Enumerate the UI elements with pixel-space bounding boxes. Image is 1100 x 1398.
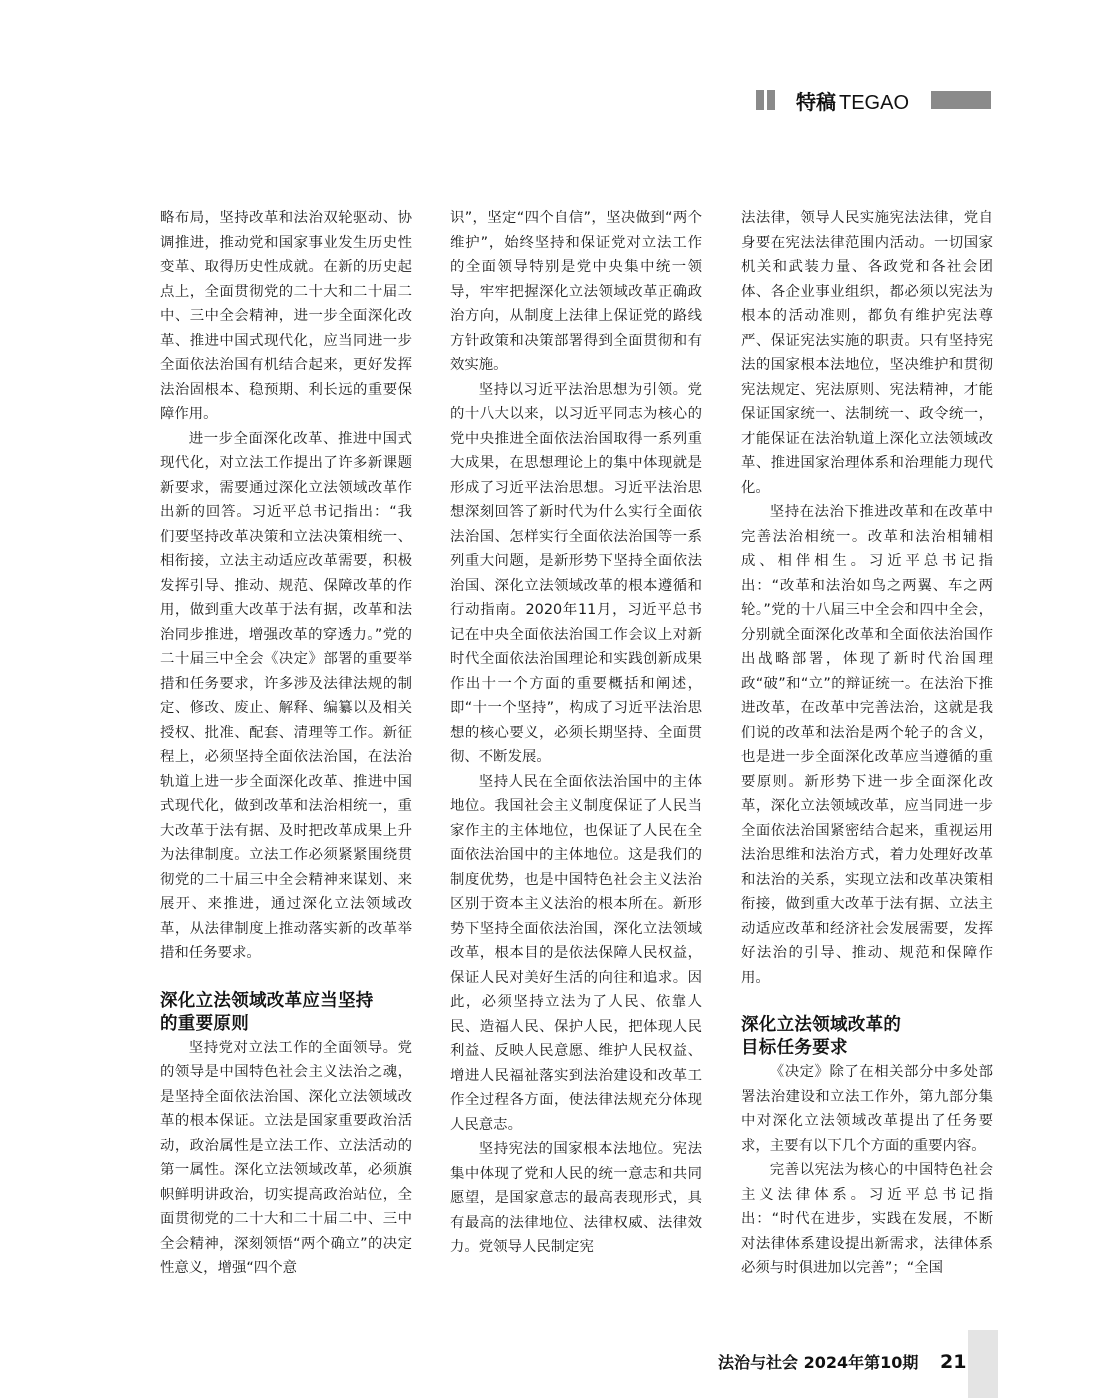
page-footer	[718, 1350, 966, 1373]
paragraph: 坚持党对立法工作的全面领导。党的领导是中国特色社会主义法治之魂，是坚持全面依法治国、深化立法领域改革的根本保证。立法是国家重要政治活动，政治属性是立法工作、立法活动的第一属性。深化立法领域改革，必须旗帜鲜明讲政治，切实提高政治站位，全面贯彻党的二十大和二十届二中、三中全会精神，深刻领悟“两个确立”的决定性意义，增强“四个意	[160, 1039, 412, 1276]
paragraph: 略布局，坚持改革和法治双轮驱动、协调推进，推动党和国家事业发生历史性变革、取得历史性成就。在新的历史起点上，全面贯彻党的二十大和二十届二中、三中全会精神，进一步全面深化改革、推进中国式现代化，应当同进一步全面依法治国有机结合起来，更好发挥法治固根本、稳预期、利长远的重要保障作用。	[160, 210, 412, 422]
paragraph: 进一步全面深化改革、推进中国式现代化，对立法工作提出了许多新课题新要求，需要通过深化立法领域改革作出新的回答。习近平总书记指出：“我们要坚持改革决策和立法决策相统一、相衔接，立法主动适应改革需要，积极发挥引导、推动、规范、保障改革的作用，做到重大改革于法有据，改革和法治同步推进，增强改革的穿透力。”党的二十届三中全会《决定》部署的重要举措和任务要求，许多涉及法律法规的制定、修改、废止、解释、编纂以及相关授权、批准、配套、清理等工作。新征程上，必须坚持全面依法治国，在法治轨道上进一步全面深化改革、推进中国式现代化，做到改革和法治相统一，重大改革于法有据、及时把改革成果上升为法律制度。立法工作必须紧紧围绕贯彻党的二十届三中全会精神来谋划、来展开、来推进，通过深化立法领域改革，从法律制度上推动落实新的改革举措和任务要求。	[160, 430, 412, 961]
issue-label: 2024年第10期	[803, 1353, 919, 1372]
paragraph: 坚持以习近平法治思想为引领。党的十八大以来，以习近平同志为核心的党中央推进全面依法治国取得一系列重大成果，在思想理论上的集中体现就是形成了习近平法治思想。习近平法治思想深刻回答了新时代为什么实行全面依法治国、怎样实行全面依法治国等一系列重大问题，是新形势下坚持全面依法治国、深化立法领域改革的根本遵循和行动指南。2020年11月，习近平总书记在中央全面依法治国工作会议上对新时代全面依法治国理论和实践创新成果作出十一个方面的重要概括和阐述，即“十一个坚持”，构成了习近平法治思想的核心要义，必须长期坚持、全面贯彻、不断发展。	[450, 381, 702, 765]
page-edge-bar	[968, 1330, 998, 1398]
paragraph: 坚持人民在全面依法治国中的主体地位。我国社会主义制度保证了人民当家作主的主体地位，也保证了人民在全面依法治国中的主体地位。这是我们的制度优势，也是中国特色社会主义法治区别于资本主义法治的根本所在。新形势下坚持全面依法治国，深化立法领域改革，根本目的是依法保障人民权益，保证人民对美好生活的向往和追求。因此，必须坚持立法为了人民、依靠人民、造福人民、保护人民，把体现人民利益、反映人民意愿、维护人民权益、增进人民福祉落实到法治建设和改革工作全过程各方面，使法律法规充分体现人民意志。	[450, 773, 702, 1133]
section-title	[796, 86, 909, 115]
header-bar-decoration	[767, 90, 775, 110]
section-header	[756, 88, 996, 114]
paragraph: 坚持在法治下推进改革和在改革中完善法治相统一。改革和法治相辅相成、相伴相生。习近平总书记指出：“改革和法治如鸟之两翼、车之两轮。”党的十八届三中全会和四中全会，分别就全面深化改革和全面依法治国作出战略部署，体现了新时代治国理政“破”和“立”的辩证统一。在法治下推进改革，在改革中完善法治，这就是我们说的改革和法治是两个轮子的含义，也是进一步全面深化改革应当遵循的重要原则。新形势下进一步全面深化改革，深化立法领域改革，应当同进一步全面依法治国紧密结合起来，重视运用法治思维和法治方式，着力处理好改革和法治的关系，实现立法和改革决策相衔接，做到重大改革于法有据、立法主动适应改革和经济社会发展需要，发挥好法治的引导、推动、规范和保障作用。	[741, 504, 993, 986]
journal-name: 法治与社会	[718, 1353, 799, 1372]
text-column-3	[741, 206, 993, 1281]
text-column-1	[160, 206, 412, 1281]
paragraph: 坚持宪法的国家根本法地位。宪法集中体现了党和人民的统一意志和共同愿望，是国家意志的最高表现形式，具有最高的法律地位、法律权威、法律效力。党领导人民制定宪	[450, 1141, 702, 1255]
section-name-en: TEGAO	[839, 92, 910, 114]
paragraph: 完善以宪法为核心的中国特色社会主义法律体系。习近平总书记指出：“时代在进步，实践在发展，不断对法律体系建设提出新需求，法律体系必须与时俱进加以完善”；“全国	[741, 1162, 993, 1276]
paragraph: 法法律，领导人民实施宪法法律，党自身要在宪法法律范围内活动。一切国家机关和武装力量、各政党和各社会团体、各企业事业组织，都必须以宪法为根本的活动准则，都负有维护宪法尊严、保证宪法实施的职责。只有坚持宪法的国家根本法地位，坚决维护和贯彻宪法规定、宪法原则、宪法精神，才能保证国家统一、法制统一、政令统一，才能保证在法治轨道上深化立法领域改革、推进国家治理体系和治理能力现代化。	[741, 210, 993, 496]
subheading	[741, 1014, 993, 1060]
subheading	[160, 990, 412, 1036]
header-bar-decoration	[756, 90, 764, 110]
subheading-line: 的重要原则	[160, 1013, 249, 1034]
subheading-line: 目标任务要求	[741, 1038, 848, 1058]
subheading-line: 深化立法领域改革的	[741, 1015, 902, 1035]
section-name-cn: 特稿	[796, 90, 836, 114]
subheading-line: 深化立法领域改革应当坚持	[160, 990, 374, 1011]
paragraph: 识”，坚定“四个自信”，坚决做到“两个维护”，始终坚持和保证党对立法工作的全面领导特别是党中央集中统一领导，牢牢把握深化立法领域改革正确政治方向，从制度上法律上保证党的路线方针政策和决策部署得到全面贯彻和有效实施。	[450, 210, 702, 373]
header-bar-decoration	[931, 91, 991, 109]
paragraph: 《决定》除了在相关部分中多处部署法治建设和立法工作外，第九部分集中对深化立法领域改革提出了任务要求，主要有以下几个方面的重要内容。	[741, 1064, 993, 1154]
text-column-2	[450, 206, 702, 1260]
page-number: 21	[939, 1351, 967, 1373]
